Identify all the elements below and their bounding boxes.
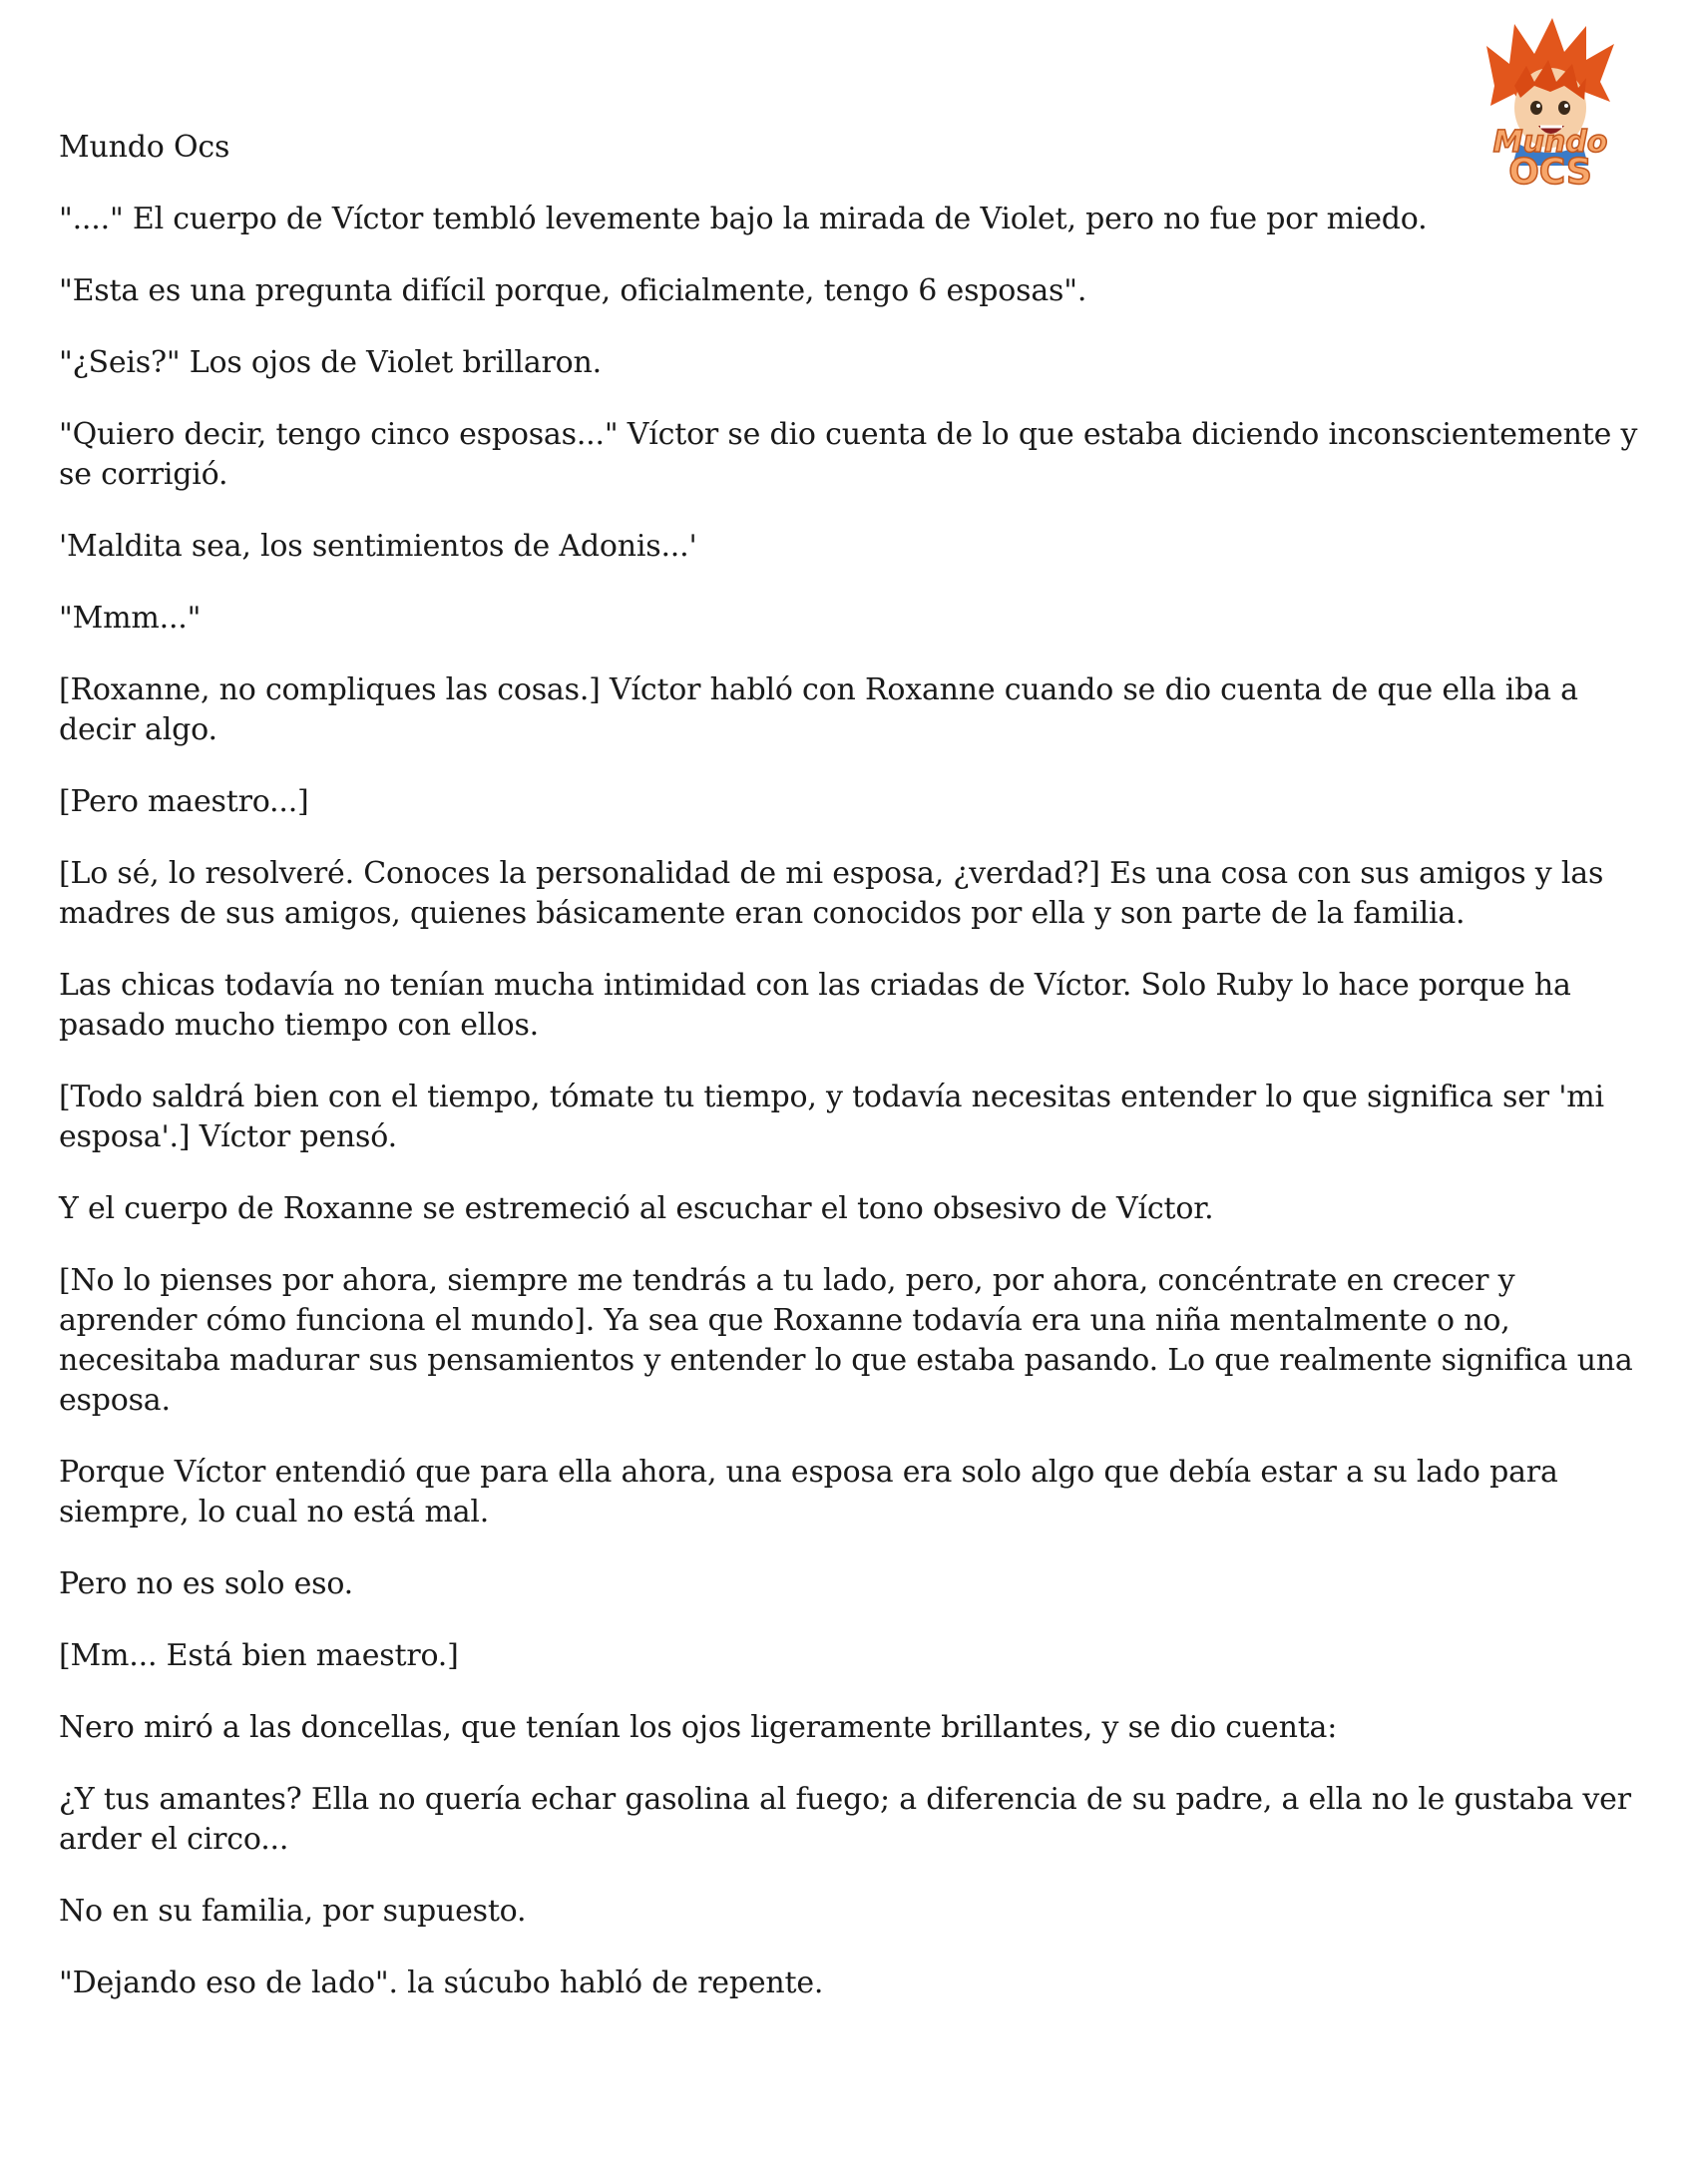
paragraph: [Roxanne, no compliques las cosas.] Víctor habló con Roxanne cuando se dio cuenta de que ella iba a decir algo. (59, 672, 1578, 747)
paragraph: [No lo pienses por ahora, siempre me tendrás a tu lado, pero, por ahora, concéntrate en crecer y aprender cómo funciona el mundo]. Ya sea que Roxanne todavía era una niña mentalmente o no, necesitaba madurar sus pensamientos y entender lo que estaba pasando. Lo que realmente significa una esposa. (59, 1263, 1633, 1418)
paragraph: Porque Víctor entendió que para ella ahora, una esposa era solo algo que debía estar a su lado para siempre, lo cual no está mal. (59, 1455, 1558, 1529)
logo-text-ocs: OCS (1508, 152, 1592, 188)
paragraph: Y el cuerpo de Roxanne se estremeció al escuchar el tono obsesivo de Víctor. (59, 1191, 1214, 1226)
paragraph: No en su familia, por supuesto. (59, 1894, 527, 1929)
paragraph: [Pero maestro...] (59, 784, 309, 819)
paragraph: [Todo saldrá bien con el tiempo, tómate tu tiempo, y todavía necesitas entender lo que significa ser 'mi esposa'.] Víctor pensó. (59, 1080, 1604, 1154)
paragraph: 'Maldita sea, los sentimientos de Adonis...' (59, 529, 697, 564)
document-title: Mundo Ocs (59, 130, 230, 165)
paragraph: [Lo sé, lo resolveré. Conoces la personalidad de mi esposa, ¿verdad?] Es una cosa con sus amigos y las madres de sus amigos, quienes básicamente eran conocidos por ella y son parte de la familia. (59, 856, 1604, 931)
paragraph: Nero miró a las doncellas, que tenían los ojos ligeramente brillantes, y se dio cuenta: (59, 1710, 1338, 1745)
paragraph: "Quiero decir, tengo cinco esposas..." Víctor se dio cuenta de lo que estaba diciendo inconscientemente y se corrigió. (59, 417, 1638, 492)
paragraph: ¿Y tus amantes? Ella no quería echar gasolina al fuego; a diferencia de su padre, a ella no le gustaba ver arder el circo... (59, 1782, 1631, 1857)
paragraph: Pero no es solo eso. (59, 1566, 354, 1601)
paragraph: Las chicas todavía no tenían mucha intimidad con las criadas de Víctor. Solo Ruby lo hace porque ha pasado mucho tiempo con ellos. (59, 968, 1571, 1043)
paragraph: "Mmm..." (59, 601, 202, 636)
document-body (59, 128, 1645, 2035)
logo-text-mundo: Mundo (1492, 125, 1608, 160)
paragraph: "...." El cuerpo de Víctor tembló levemente bajo la mirada de Violet, pero no fue por miedo. (59, 202, 1428, 236)
paragraph: "Dejando eso de lado". la súcubo habló de repente. (59, 1966, 824, 2000)
paragraph: "Esta es una pregunta difícil porque, oficialmente, tengo 6 esposas". (59, 273, 1087, 308)
paragraph: "¿Seis?" Los ojos de Violet brillaron. (59, 345, 602, 380)
paragraph: [Mm... Está bien maestro.] (59, 1638, 459, 1673)
